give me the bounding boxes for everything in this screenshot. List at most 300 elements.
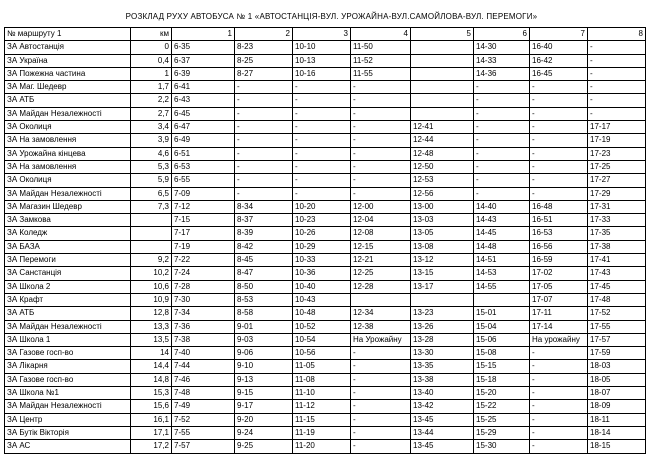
table-row [5, 134, 646, 147]
time-cell: - [293, 174, 351, 187]
table-row [5, 160, 646, 173]
stop-name-cell: ЗА Майдан Незалежності [5, 400, 131, 413]
km-cell: 1 [131, 67, 172, 80]
time-cell: 12-21 [351, 254, 411, 267]
time-cell: 17-57 [588, 333, 646, 346]
time-cell: 13-17 [411, 280, 474, 293]
time-cell: 11-12 [293, 400, 351, 413]
time-cell: 15-22 [474, 400, 530, 413]
trip-4-header: 4 [351, 28, 411, 41]
time-cell: 11-19 [293, 426, 351, 439]
stop-name-cell: ЗА Майдан Незалежності [5, 187, 131, 200]
time-cell: 15-29 [474, 426, 530, 439]
time-cell: - [530, 94, 588, 107]
time-cell: 12-25 [351, 267, 411, 280]
time-cell: - [474, 174, 530, 187]
time-cell: 13-45 [411, 413, 474, 426]
time-cell: 7-40 [172, 347, 235, 360]
time-cell: - [351, 81, 411, 94]
time-cell: 17-48 [588, 293, 646, 306]
time-cell: 12-53 [411, 174, 474, 187]
time-cell: 16-51 [530, 214, 588, 227]
km-cell: 2,2 [131, 94, 172, 107]
time-cell: - [530, 160, 588, 173]
time-cell: 10-23 [293, 214, 351, 227]
time-cell: 9-25 [235, 440, 293, 453]
km-cell [131, 240, 172, 253]
table-row [5, 121, 646, 134]
table-row [5, 54, 646, 67]
stop-name-cell: ЗА Урожайна кінцева [5, 147, 131, 160]
time-cell: 7-44 [172, 360, 235, 373]
table-row [5, 187, 646, 200]
time-cell: 8-23 [235, 41, 293, 54]
time-cell: - [235, 187, 293, 200]
time-cell: 13-38 [411, 373, 474, 386]
time-cell: - [293, 94, 351, 107]
schedule-table [4, 27, 646, 454]
time-cell: 9-06 [235, 347, 293, 360]
trip-3-header: 3 [293, 28, 351, 41]
time-cell [411, 54, 474, 67]
route-number-header: № маршруту 1 [5, 28, 131, 41]
stop-name-cell: ЗА Перемоги [5, 254, 131, 267]
time-cell: - [588, 54, 646, 67]
time-cell: 12-41 [411, 121, 474, 134]
time-cell: 6-53 [172, 160, 235, 173]
km-cell: 12,8 [131, 307, 172, 320]
time-cell: 13-28 [411, 333, 474, 346]
stop-name-cell: ЗА БАЗА [5, 240, 131, 253]
time-cell: - [235, 81, 293, 94]
time-cell: - [293, 121, 351, 134]
time-cell: 9-17 [235, 400, 293, 413]
stop-name-cell: ЗА АТБ [5, 94, 131, 107]
km-cell [131, 227, 172, 240]
stop-name-cell: ЗА Школа 2 [5, 280, 131, 293]
time-cell: 6-35 [172, 41, 235, 54]
time-cell: 10-56 [293, 347, 351, 360]
time-cell: - [351, 347, 411, 360]
time-cell: 7-57 [172, 440, 235, 453]
km-cell: 10,9 [131, 293, 172, 306]
time-cell: 7-34 [172, 307, 235, 320]
time-cell: - [588, 81, 646, 94]
time-cell: 13-42 [411, 400, 474, 413]
km-cell: 3,4 [131, 121, 172, 134]
km-cell: 16,1 [131, 413, 172, 426]
time-cell: 14-55 [474, 280, 530, 293]
time-cell: 14-43 [474, 214, 530, 227]
time-cell: 13-03 [411, 214, 474, 227]
km-cell: 5,3 [131, 160, 172, 173]
stop-name-cell: ЗА Майдан Незалежності [5, 320, 131, 333]
table-row [5, 214, 646, 227]
time-cell: 7-48 [172, 387, 235, 400]
time-cell: 9-01 [235, 320, 293, 333]
time-cell: 17-33 [588, 214, 646, 227]
time-cell: 7-15 [172, 214, 235, 227]
time-cell: 11-08 [293, 373, 351, 386]
time-cell: 7-12 [172, 200, 235, 213]
time-cell: 17-55 [588, 320, 646, 333]
time-cell: 17-29 [588, 187, 646, 200]
km-cell: 13,5 [131, 333, 172, 346]
time-cell [411, 107, 474, 120]
time-cell: 17-35 [588, 227, 646, 240]
time-cell: - [351, 107, 411, 120]
time-cell: 13-12 [411, 254, 474, 267]
time-cell: 17-59 [588, 347, 646, 360]
table-row [5, 254, 646, 267]
trip-7-header: 7 [530, 28, 588, 41]
time-cell: - [351, 121, 411, 134]
time-cell: 9-20 [235, 413, 293, 426]
time-cell: 17-11 [530, 307, 588, 320]
time-cell: 12-34 [351, 307, 411, 320]
table-row [5, 227, 646, 240]
time-cell: 11-52 [351, 54, 411, 67]
stop-name-cell: ЗА На замовлення [5, 160, 131, 173]
time-cell: 7-49 [172, 400, 235, 413]
time-cell: 6-49 [172, 134, 235, 147]
schedule-title: РОЗКЛАД РУХУ АВТОБУСА № 1 «АВТОСТАНЦІЯ-ВУЛ. УРОЖАЙНА-ВУЛ.САМОЙЛОВА-ВУЛ. ПЕРЕМОГИ» [125, 12, 538, 21]
table-row [5, 333, 646, 346]
stop-name-cell: ЗА Крафт [5, 293, 131, 306]
table-row [5, 280, 646, 293]
time-cell: 11-55 [351, 67, 411, 80]
table-row [5, 67, 646, 80]
time-cell: На Урожайну [351, 333, 411, 346]
time-cell: 14-48 [474, 240, 530, 253]
time-cell: 17-14 [530, 320, 588, 333]
time-cell: - [530, 81, 588, 94]
time-cell: 7-46 [172, 373, 235, 386]
stop-name-cell: ЗА Коледж [5, 227, 131, 240]
stop-name-cell: ЗА Замкова [5, 214, 131, 227]
time-cell: 17-07 [530, 293, 588, 306]
time-cell: 6-55 [172, 174, 235, 187]
time-cell: 11-20 [293, 440, 351, 453]
time-cell: 14-53 [474, 267, 530, 280]
time-cell: 7-30 [172, 293, 235, 306]
trip-6-header: 6 [474, 28, 530, 41]
time-cell: 11-50 [351, 41, 411, 54]
time-cell: 17-17 [588, 121, 646, 134]
time-cell: 15-06 [474, 333, 530, 346]
table-row [5, 387, 646, 400]
time-cell: 15-18 [474, 373, 530, 386]
time-cell: - [235, 134, 293, 147]
time-cell: 12-44 [411, 134, 474, 147]
time-cell: 17-31 [588, 200, 646, 213]
stop-name-cell: ЗА АТБ [5, 307, 131, 320]
table-header-row [5, 28, 646, 41]
time-cell [474, 293, 530, 306]
stop-name-cell: ЗА На замовлення [5, 134, 131, 147]
time-cell: - [235, 160, 293, 173]
time-cell [411, 94, 474, 107]
time-cell: 9-24 [235, 426, 293, 439]
time-cell: 15-15 [474, 360, 530, 373]
time-cell: 17-41 [588, 254, 646, 267]
km-cell: 14,8 [131, 373, 172, 386]
time-cell: 17-05 [530, 280, 588, 293]
time-cell: 13-00 [411, 200, 474, 213]
time-cell: 8-58 [235, 307, 293, 320]
time-cell: 6-51 [172, 147, 235, 160]
time-cell: 7-22 [172, 254, 235, 267]
time-cell: 18-07 [588, 387, 646, 400]
time-cell: - [351, 360, 411, 373]
time-cell: - [530, 121, 588, 134]
time-cell: 17-52 [588, 307, 646, 320]
time-cell: 13-40 [411, 387, 474, 400]
time-cell: 7-52 [172, 413, 235, 426]
time-cell: 8-42 [235, 240, 293, 253]
km-cell: 10,2 [131, 267, 172, 280]
km-cell: 13,3 [131, 320, 172, 333]
time-cell: 7-28 [172, 280, 235, 293]
km-cell: 17,2 [131, 440, 172, 453]
km-cell: 10,6 [131, 280, 172, 293]
time-cell: - [530, 360, 588, 373]
table-row [5, 413, 646, 426]
table-row [5, 240, 646, 253]
time-cell: 8-50 [235, 280, 293, 293]
table-row [5, 373, 646, 386]
time-cell: 17-45 [588, 280, 646, 293]
time-cell [411, 67, 474, 80]
time-cell: - [351, 160, 411, 173]
time-cell: - [530, 440, 588, 453]
km-cell: 7,3 [131, 200, 172, 213]
time-cell: 16-56 [530, 240, 588, 253]
time-cell: 10-29 [293, 240, 351, 253]
time-cell: - [530, 107, 588, 120]
time-cell: - [588, 107, 646, 120]
time-cell: - [474, 160, 530, 173]
time-cell: 8-34 [235, 200, 293, 213]
km-cell: 2,7 [131, 107, 172, 120]
time-cell: 8-27 [235, 67, 293, 80]
time-cell: - [474, 147, 530, 160]
time-cell: - [530, 174, 588, 187]
time-cell: 18-14 [588, 426, 646, 439]
time-cell [411, 41, 474, 54]
time-cell: - [530, 413, 588, 426]
stop-name-cell: ЗА Майдан Незалежності [5, 107, 131, 120]
stop-name-cell: ЗА Околиця [5, 121, 131, 134]
time-cell: 8-37 [235, 214, 293, 227]
time-cell: 10-10 [293, 41, 351, 54]
time-cell: 8-47 [235, 267, 293, 280]
time-cell: - [235, 147, 293, 160]
time-cell: - [530, 147, 588, 160]
time-cell: 10-20 [293, 200, 351, 213]
time-cell: - [351, 413, 411, 426]
time-cell: 12-04 [351, 214, 411, 227]
table-row [5, 307, 646, 320]
time-cell: 7-19 [172, 240, 235, 253]
time-cell: - [235, 94, 293, 107]
time-cell: - [293, 134, 351, 147]
km-cell: 1,7 [131, 81, 172, 94]
table-row [5, 81, 646, 94]
trip-5-header: 5 [411, 28, 474, 41]
table-row [5, 174, 646, 187]
time-cell: - [530, 347, 588, 360]
stop-name-cell: ЗА Школа 1 [5, 333, 131, 346]
time-cell: 10-43 [293, 293, 351, 306]
time-cell: - [530, 187, 588, 200]
time-cell: 15-08 [474, 347, 530, 360]
time-cell: 12-38 [351, 320, 411, 333]
time-cell: 11-15 [293, 413, 351, 426]
time-cell: 6-41 [172, 81, 235, 94]
km-cell: 9,2 [131, 254, 172, 267]
time-cell: 17-27 [588, 174, 646, 187]
time-cell: - [474, 81, 530, 94]
time-cell: - [530, 387, 588, 400]
time-cell: На урожайну [530, 333, 588, 346]
time-cell: 8-45 [235, 254, 293, 267]
time-cell: 12-08 [351, 227, 411, 240]
time-cell: 14-45 [474, 227, 530, 240]
time-cell: 6-39 [172, 67, 235, 80]
time-cell: 10-48 [293, 307, 351, 320]
time-cell: 7-36 [172, 320, 235, 333]
table-row [5, 440, 646, 453]
time-cell: - [235, 121, 293, 134]
table-row [5, 293, 646, 306]
time-cell [351, 293, 411, 306]
time-cell [411, 81, 474, 94]
stop-name-cell: ЗА Лікарня [5, 360, 131, 373]
time-cell: 12-28 [351, 280, 411, 293]
time-cell: 13-23 [411, 307, 474, 320]
time-cell: 15-30 [474, 440, 530, 453]
time-cell: - [530, 373, 588, 386]
time-cell: - [474, 94, 530, 107]
time-cell: 13-26 [411, 320, 474, 333]
time-cell: - [351, 187, 411, 200]
time-cell: 9-15 [235, 387, 293, 400]
time-cell: 12-15 [351, 240, 411, 253]
time-cell: - [351, 373, 411, 386]
time-cell: 10-52 [293, 320, 351, 333]
time-cell: 7-24 [172, 267, 235, 280]
km-cell: 0,4 [131, 54, 172, 67]
stop-name-cell: ЗА АС [5, 440, 131, 453]
stop-name-cell: ЗА Магазин Шедевр [5, 200, 131, 213]
time-cell: - [235, 107, 293, 120]
time-cell: - [351, 426, 411, 439]
km-cell: 3,9 [131, 134, 172, 147]
stop-name-cell: ЗА Пожежна частина [5, 67, 131, 80]
time-cell: 14-40 [474, 200, 530, 213]
table-row [5, 94, 646, 107]
table-row [5, 200, 646, 213]
time-cell: 11-05 [293, 360, 351, 373]
time-cell: - [351, 400, 411, 413]
time-cell: 6-43 [172, 94, 235, 107]
km-header: км [131, 28, 172, 41]
time-cell: - [293, 160, 351, 173]
time-cell [411, 293, 474, 306]
time-cell: 17-38 [588, 240, 646, 253]
time-cell: - [351, 134, 411, 147]
time-cell: - [474, 107, 530, 120]
time-cell: 9-10 [235, 360, 293, 373]
time-cell: 16-42 [530, 54, 588, 67]
km-cell: 15,6 [131, 400, 172, 413]
time-cell: 7-17 [172, 227, 235, 240]
stop-name-cell: ЗА Школа №1 [5, 387, 131, 400]
time-cell: 10-13 [293, 54, 351, 67]
time-cell: 17-23 [588, 147, 646, 160]
km-cell: 15,3 [131, 387, 172, 400]
km-cell: 5,9 [131, 174, 172, 187]
time-cell: - [235, 174, 293, 187]
time-cell: 13-30 [411, 347, 474, 360]
time-cell: 16-45 [530, 67, 588, 80]
time-cell: - [293, 187, 351, 200]
time-cell: 7-09 [172, 187, 235, 200]
time-cell: 17-43 [588, 267, 646, 280]
time-cell: - [588, 67, 646, 80]
time-cell: - [474, 187, 530, 200]
time-cell: 12-48 [411, 147, 474, 160]
time-cell: 17-02 [530, 267, 588, 280]
km-cell: 14 [131, 347, 172, 360]
time-cell: 6-37 [172, 54, 235, 67]
time-cell: 18-03 [588, 360, 646, 373]
time-cell: 15-25 [474, 413, 530, 426]
time-cell: 14-36 [474, 67, 530, 80]
time-cell: 16-40 [530, 41, 588, 54]
km-cell: 17,1 [131, 426, 172, 439]
time-cell: 10-33 [293, 254, 351, 267]
time-cell: 6-47 [172, 121, 235, 134]
time-cell: 10-16 [293, 67, 351, 80]
stop-name-cell: ЗА Санстанція [5, 267, 131, 280]
time-cell: 13-08 [411, 240, 474, 253]
time-cell: - [474, 121, 530, 134]
time-cell: 14-30 [474, 41, 530, 54]
time-cell: - [293, 147, 351, 160]
time-cell: 18-05 [588, 373, 646, 386]
time-cell: 16-48 [530, 200, 588, 213]
trip-2-header: 2 [235, 28, 293, 41]
time-cell: 8-53 [235, 293, 293, 306]
time-cell: - [530, 400, 588, 413]
time-cell: 10-40 [293, 280, 351, 293]
table-row [5, 147, 646, 160]
time-cell: - [474, 134, 530, 147]
table-row [5, 41, 646, 54]
time-cell: 17-25 [588, 160, 646, 173]
table-row [5, 107, 646, 120]
time-cell: 8-25 [235, 54, 293, 67]
stop-name-cell: ЗА Газове госп-во [5, 373, 131, 386]
time-cell: 12-56 [411, 187, 474, 200]
time-cell: 18-09 [588, 400, 646, 413]
km-cell: 6,5 [131, 187, 172, 200]
time-cell: 15-04 [474, 320, 530, 333]
stop-name-cell: ЗА Околиця [5, 174, 131, 187]
km-cell [131, 214, 172, 227]
